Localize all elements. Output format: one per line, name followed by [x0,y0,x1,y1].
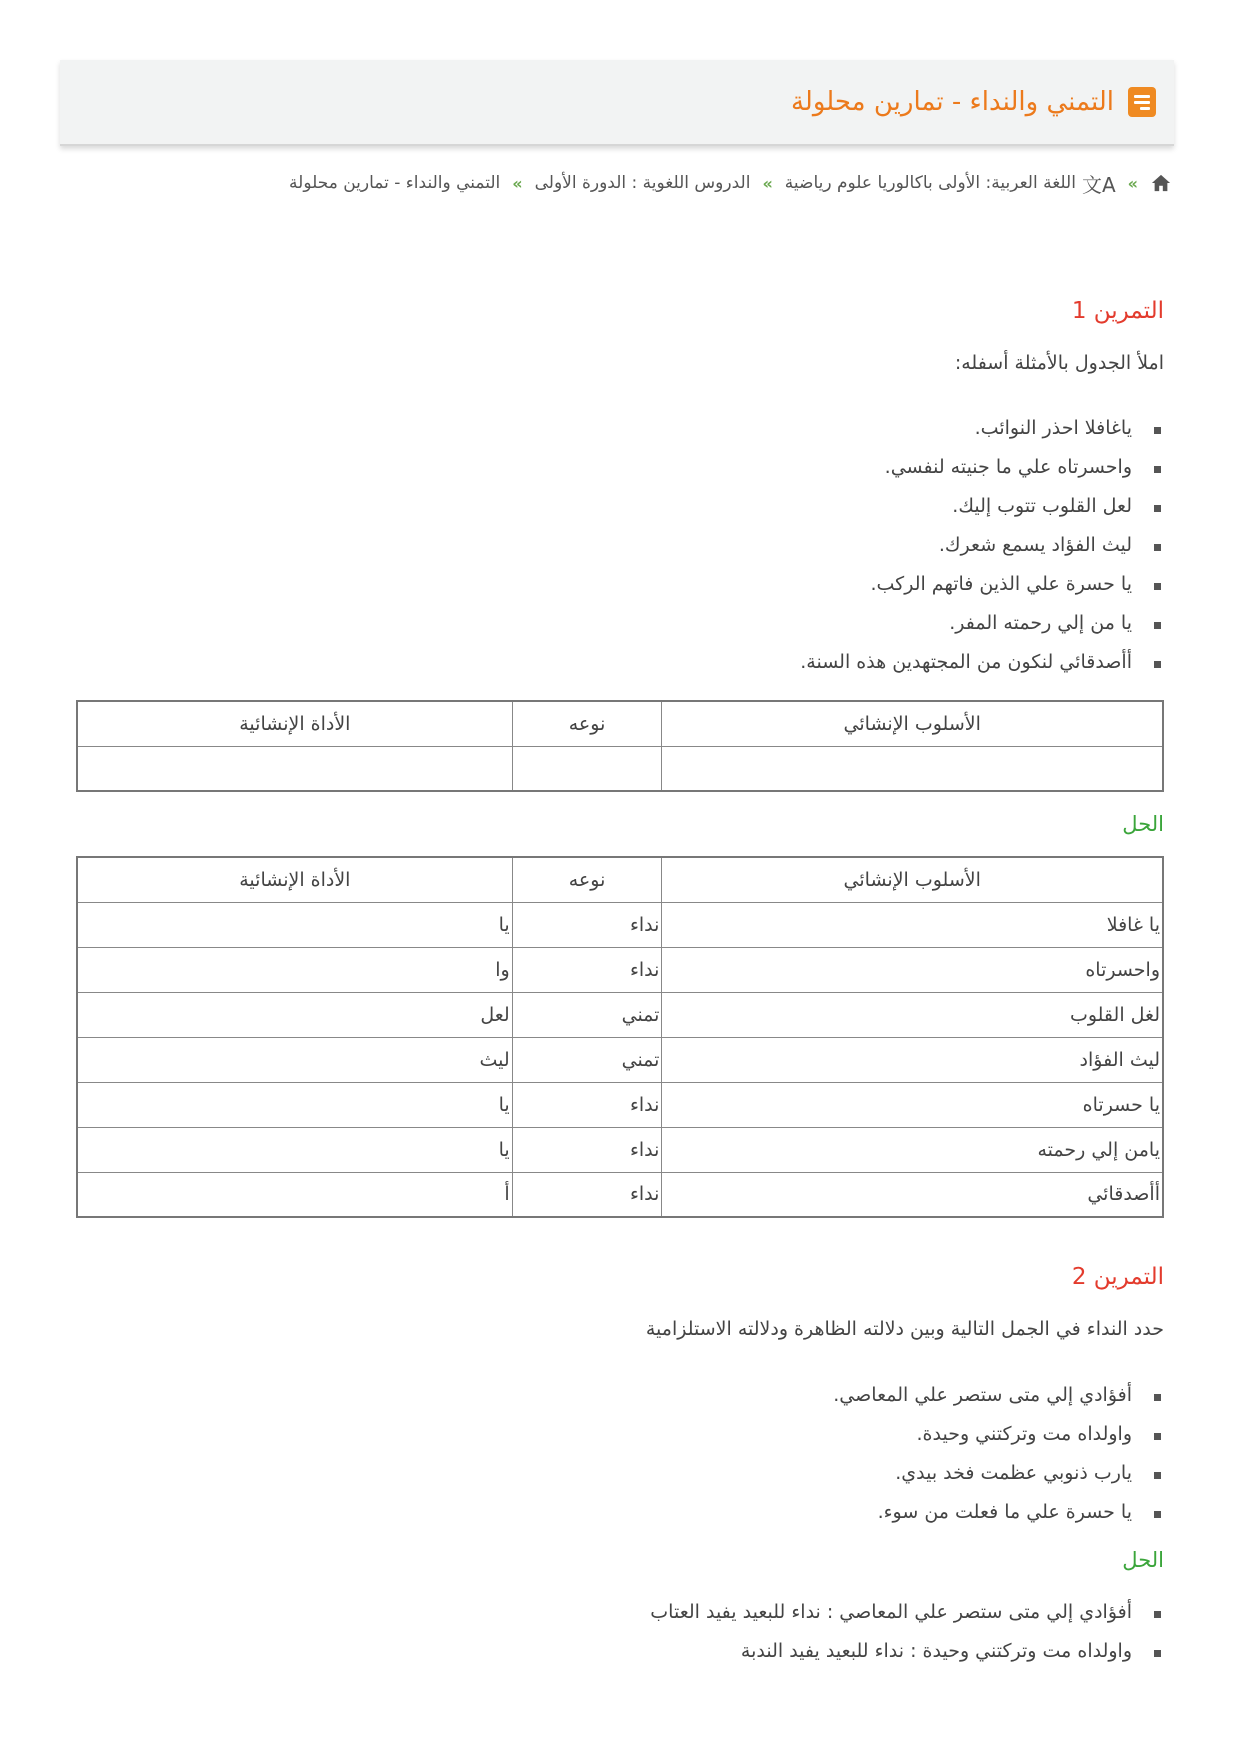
page-title: التمني والنداء - تمارين محلولة [790,87,1114,117]
list-item: ليث الفؤاد يسمع شعرك. [800,526,1164,565]
table-row [77,947,1163,992]
list-item: أفؤادي إلي متى ستصر علي المعاصي. [833,1376,1164,1415]
table-cell: يا [77,1127,512,1172]
table-cell: يا [77,902,512,947]
table-row [77,1082,1163,1127]
list-item: واحسرتاه علي ما جنيته لنفسي. [800,448,1164,487]
exercise-2-list [833,1376,1164,1532]
breadcrumb-item-lessons[interactable]: الدروس اللغوية : الدورة الأولى [534,173,751,193]
exercise-2-solution-label: الحل [1122,1548,1164,1572]
table-cell [77,746,512,791]
table-row [77,1037,1163,1082]
list-item: واولداه مت وتركتني وحيدة : نداء للبعيد يفيد الندبة [650,1632,1164,1671]
table-cell: تمني [512,1037,662,1082]
table-header-cell: الأداة الإنشائية [77,857,512,902]
list-item: أأصدقائي لنكون من المجتهدين هذه السنة. [800,643,1164,682]
exercise-2-title: التمرين 2 [1071,1264,1164,1290]
table-cell: نداء [512,1172,662,1217]
breadcrumb-item-subject[interactable]: اللغة العربية: الأولى باكالوريا علوم رياضية [784,173,1076,193]
table-header-cell: الأسلوب الإنشائي [662,701,1163,746]
breadcrumb-item-current: التمني والنداء - تمارين محلولة [289,173,501,193]
table-row [77,746,1163,791]
table-cell: نداء [512,1082,662,1127]
table-cell: يامن إلي رحمته [662,1127,1163,1172]
list-item: أفؤادي إلي متى ستصر علي المعاصي : نداء للبعيد يفيد العتاب [650,1593,1164,1632]
breadcrumb-separator: » [762,173,773,193]
exercise-1-instruction: املأ الجدول بالأمثلة أسفله: [954,352,1164,374]
document-icon [1128,87,1156,117]
exercise-1-solution-label: الحل [1122,812,1164,836]
table-cell: أ [77,1172,512,1217]
table-header-cell: نوعه [512,701,662,746]
table-row [77,992,1163,1037]
table-header-cell: الأداة الإنشائية [77,701,512,746]
exercise-2-solution-list [650,1593,1164,1671]
table-cell: نداء [512,947,662,992]
breadcrumb-separator: » [512,173,523,193]
list-item: لعل القلوب تتوب إليك. [800,487,1164,526]
exercise-1-list [800,409,1164,682]
table-cell: ليث الفؤاد [662,1037,1163,1082]
exercise-1-title: التمرين 1 [1071,298,1164,324]
table-header-cell: نوعه [512,857,662,902]
list-item: يا حسرة علي ما فعلت من سوء. [833,1493,1164,1532]
table-cell: يا غافلا [662,902,1163,947]
table-cell: نداء [512,1127,662,1172]
table-cell: نداء [512,902,662,947]
breadcrumb-separator: » [1127,173,1138,193]
exercise-1-blank-table [76,700,1164,792]
table-cell: يا [77,1082,512,1127]
translate-icon: 文A [1081,172,1116,197]
table-header-cell: الأسلوب الإنشائي [662,857,1163,902]
breadcrumb [120,168,1172,198]
table-cell: لغل القلوب [662,992,1163,1037]
table-row [77,902,1163,947]
table-cell [662,746,1163,791]
list-item: يارب ذنوبي عظمت فخد بيدي. [833,1454,1164,1493]
table-cell: تمني [512,992,662,1037]
table-row [77,1127,1163,1172]
table-header-row [77,701,1163,746]
table-header-row [77,857,1163,902]
table-cell: ليث [77,1037,512,1082]
list-item: يا حسرة علي الذين فاتهم الركب. [800,565,1164,604]
table-cell: واحسرتاه [662,947,1163,992]
table-cell: وا [77,947,512,992]
home-icon[interactable] [1150,173,1172,193]
list-item: ياغافلا احذر النوائب. [800,409,1164,448]
table-cell: أأصدقائي [662,1172,1163,1217]
table-cell: لعل [77,992,512,1037]
exercise-1-solution-table [76,856,1164,1218]
list-item: واولداه مت وتركتني وحيدة. [833,1415,1164,1454]
list-item: يا من إلي رحمته المفر. [800,604,1164,643]
table-cell [512,746,662,791]
exercise-2-instruction: حدد النداء في الجمل التالية وبين دلالته الظاهرة ودلالته الاستلزامية [645,1318,1164,1340]
table-cell: يا حسرتاه [662,1082,1163,1127]
table-row [77,1172,1163,1217]
page-header [60,60,1174,146]
